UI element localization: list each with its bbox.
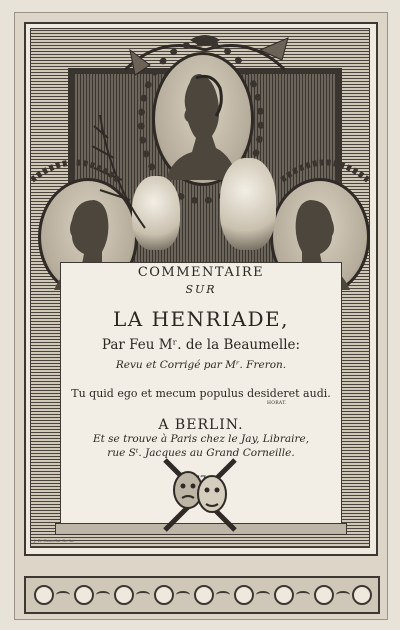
imprint-place: A BERLIN. <box>158 417 244 433</box>
rosette-icon <box>194 585 214 605</box>
epigraph-source: HORAT. <box>267 401 287 406</box>
fleuron-icon <box>336 591 350 599</box>
ornamental-frieze <box>24 576 380 614</box>
author-line: Par Feu Mʳ. de la Beaumelle: <box>101 337 301 353</box>
profile-bust-icon <box>152 52 248 180</box>
commentaire-heading: COMMENTAIRE <box>137 265 265 280</box>
seller-line-2: rue Sᵗ. Jacques au Grand Corneille. <box>107 447 295 459</box>
garland-left-icon <box>30 150 120 190</box>
rosette-icon <box>34 585 54 605</box>
rosette-icon <box>154 585 174 605</box>
rosette-icon <box>314 585 334 605</box>
rosette-icon <box>274 585 294 605</box>
rosette-icon <box>74 585 94 605</box>
fleuron-icon <box>216 591 230 599</box>
fleuron-icon <box>136 591 150 599</box>
cherub-right-icon <box>220 158 276 250</box>
engraver-signature: J. B. Gravelot Gr. In. <box>34 538 75 543</box>
garland-right-icon <box>280 150 370 190</box>
work-title: LA HENRIADE, <box>112 307 290 331</box>
fleuron-icon <box>256 591 270 599</box>
fleuron-icon <box>96 591 110 599</box>
fleuron-icon <box>56 591 70 599</box>
theatrical-masks-trophy-icon <box>160 450 240 540</box>
epigraph: Tu quid ego et mecum populus desideret audi. <box>71 387 331 400</box>
rosette-icon <box>234 585 254 605</box>
revision-line: Revu et Corrigé par Mʳ. Freron. <box>115 359 287 371</box>
fleuron-icon <box>176 591 190 599</box>
rosette-icon <box>114 585 134 605</box>
seller-line-1: Et se trouve à Paris chez le Jay, Libraire, <box>92 433 310 445</box>
sur-line: SUR <box>185 283 217 296</box>
fleuron-icon <box>296 591 310 599</box>
rosette-icon <box>352 585 372 605</box>
